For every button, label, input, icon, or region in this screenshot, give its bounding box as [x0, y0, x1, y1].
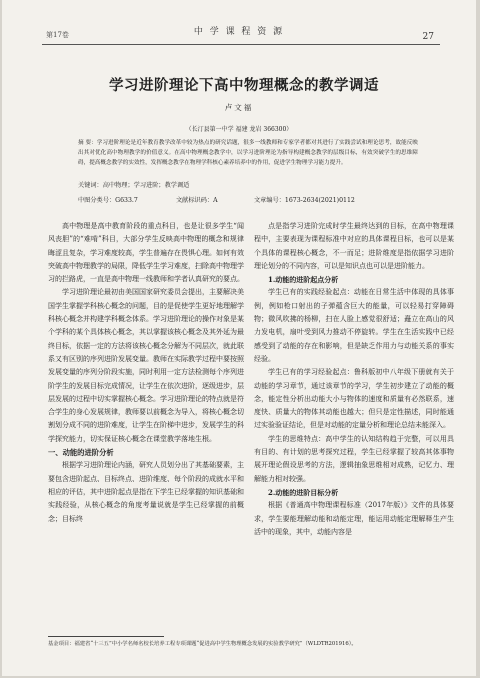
clc-number: 中图分类号：G633.7	[78, 197, 138, 204]
footnote-rule	[48, 636, 164, 637]
subsection-heading: 2.动能的进阶目标分析	[268, 487, 339, 497]
funding-footnote: 基金项目：福建省“十三五”中小学名师名校长培养工程专项课题“促进高中学生物理概念发展的实验教学研究”（WLDTR201916）。	[48, 641, 357, 647]
body-paragraph: 根据《普通高中物理课程标准（2017年版）》文件的具体要求，学生要能理解动能和动能定理，能运用动能定理解释生产生活中的现象，其中，动能内容是	[254, 501, 454, 536]
page-number: 27	[422, 32, 434, 42]
article-keywords: 关键词：高中物理；学习进阶；教学调适	[78, 182, 190, 189]
body-column-right	[254, 220, 454, 539]
subsection-heading: 1.动能的进阶起点分析	[268, 275, 339, 285]
body-column-left	[48, 220, 244, 526]
journal-page	[2, 0, 476, 676]
article-title: 学习进阶理论下高中物理概念的教学调适	[109, 77, 379, 94]
journal-name: 中 学 课 程 资 源	[193, 27, 285, 37]
body-paragraph: 学生已有的学习经验起点：鲁科版初中八年级下册就有关于动能的学习章节，通过该章节的学习，学生初步建立了动能的概念，能定性分析出动能大小与物体的速度和质量有必然联系，速度快、质量大的物体其动能也越大；但只是定性描述，同时能通过实验验证结论，但是对动能的定量分析和理论总结未能深入。	[254, 368, 454, 430]
body-paragraph: 学习进阶理论最初由美国国家研究委员会提出，主要解决美国学生掌握学科核心概念的问题，目的是促使学生更好地理解学科核心概念并构建学科概念体系。学习进阶理论的操作对象是某个学科的某个具体核心概念，其以掌握该核心概念及其外延为最终目标，依据一定的方法将该核心概念分解为不同层次，就此联系又有区别的序列进阶发展变量。教师在实际教学过程中要按照发展变量的序列分阶段实施，同时利用一定方法检测每个序列进阶学生的发展目标完成情况，让学生在依次进阶，逐级进步，层层发展的过程中切实掌握核心概念。学习进阶理论的特点就是符合学生的身心发展规律，教师要以前概念为导入，将核心概念切割划分成不同的进阶难度，让学生在阶梯中进步，发展学生的科学探究能力，切实保证核心概念在课堂教学落地生根。	[48, 288, 244, 443]
body-paragraph: 学生已有的实践经验起点：动能在日常生活中体现的具体事例，例如枪口射出的子弹蕴含巨大的能量，可以轻易打穿障碍物；微风吹拂的杨柳，扫在人脸上感觉很舒适；矗立在高山的风力发电机，扇叶受到风力推动不停旋转。学生在生活实践中已经感受到了动能的存在和影响，但是缺乏作用力与动能关系的事实经验。	[254, 288, 454, 363]
article-abstract: 摘 要：学习进阶理论是近年教育教学改革中较为热点的研究话题，很多一线教师和专家学者都对其进行了实践尝试和理论思考，故能反映出其对优化高中物理教学的价值意义。在高中物理概念教学中，以学习进阶理论为指导构建概念教学的层级目标，有效突破学生的思维障碍，提高概念教学的实效性，发挥概念教学在物理学科核心素养培养中的作用，促进学生物理学习能力提升。	[78, 140, 418, 166]
body-paragraph: 学生的思维特点：高中学生的认知结构趋于完整，可以用具有目的、有计划的思考探究过程，学生已经掌握了较高其体事物展开理论假设思考的方法，逻辑抽象思维相对成熟，记忆力、理解能力相对较强。	[254, 434, 454, 483]
section-heading: 一、动能的进阶分析	[48, 448, 114, 458]
article-author: 卢文福	[224, 103, 254, 112]
article-number: 文章编号：1673-2634(2021)0112	[254, 197, 355, 204]
header-rule	[42, 44, 440, 45]
document-code: 文献标识码：A	[176, 197, 218, 204]
body-paragraph: 点是指学习进阶完成时学生最终达到的目标，在高中物理课程中，主要表现为课程标准中对应的具体课程目标，也可以是某个具体的课程核心概念，不一而足；进阶维度是指依据学习进阶理论划分的不同内容，可以是知识点也可以是进阶能力。	[254, 222, 454, 270]
body-paragraph: 高中物理是高中教育阶段的重点科目，也是让很多学生“闻风丧胆”的“难啃”科目，大部分学生反映高中物理的概念和规律晦涩且复杂，学习难度较高，学生普遍存在畏惧心理。如何有效突破高中物理教学的局限，降低学生学习难度，扫除高中物理学习的拦路虎，一直是高中物理一线教师和学者认真研究的要点。	[48, 222, 244, 284]
volume-label: 第17卷	[46, 31, 69, 39]
body-paragraph: 根据学习进阶理论内涵，研究人员划分出了其基础要素，主要包含进阶起点、目标终点、进阶维度、每个阶段的成就水平和相应的评估，其中进阶起点是指在下学生已经掌握的知识基础和实践经验，从核心概念的角度考量说就是学生已经掌握的前概念；目标终	[48, 461, 244, 523]
author-affiliation: （长汀县第一中学 福建 龙岩 366300）	[185, 126, 293, 133]
